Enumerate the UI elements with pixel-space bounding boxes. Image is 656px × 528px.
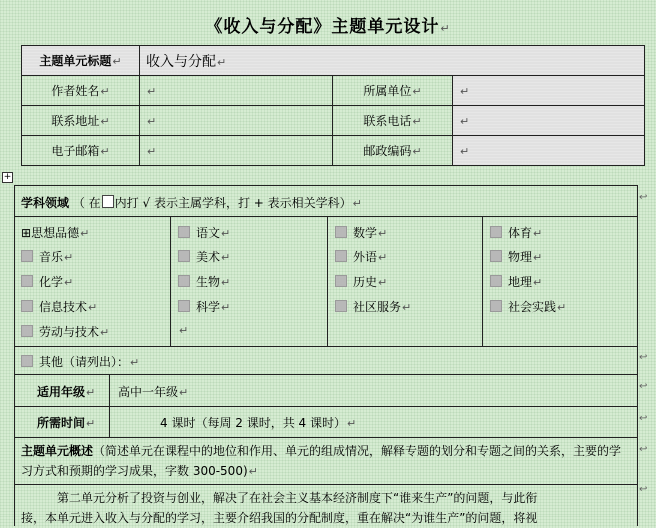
address-label: 联系地址↵: [22, 106, 140, 136]
row-end-mark: ↩: [639, 413, 648, 424]
address-field[interactable]: ↵: [140, 106, 333, 136]
row-end-mark: ↩: [639, 444, 648, 455]
phone-field[interactable]: ↵: [453, 106, 645, 136]
subject-checkbox-music[interactable]: 音乐↵: [21, 248, 73, 265]
subject-checkbox-biology[interactable]: 生物↵: [178, 273, 230, 290]
subject-checkbox-ideology[interactable]: ⊞思想品德↵: [21, 226, 90, 240]
subject-checkbox-science[interactable]: 科学↵: [178, 298, 230, 315]
zip-label: 邮政编码↵: [333, 136, 453, 166]
divider: [15, 216, 637, 217]
subject-checkbox-chinese[interactable]: 语文↵: [178, 224, 230, 241]
subject-checkbox-math[interactable]: 数学↵: [335, 224, 387, 241]
time-label: 所需时间↵: [37, 416, 96, 430]
subject-checkbox-community[interactable]: 社区服务↵: [335, 298, 411, 315]
subject-checkbox-physics[interactable]: 物理↵: [490, 248, 542, 265]
subject-checkbox-pe[interactable]: 体育↵: [490, 224, 542, 241]
divider: [170, 216, 171, 346]
subject-checkbox-other[interactable]: 其他（请列出）：↵: [21, 353, 139, 370]
subject-heading: 学科领域 （ 在 内打 √ 表示主属学科，打 + 表示相关学科）↵: [21, 196, 362, 210]
divider: [15, 484, 637, 485]
table-move-handle-icon[interactable]: +: [3, 172, 12, 182]
row-end-mark: ↩: [639, 192, 648, 203]
subject-checkbox-foreign-language[interactable]: 外语↵: [335, 248, 387, 265]
subject-checkbox-geography[interactable]: 地理↵: [490, 273, 542, 290]
row-end-mark: ↩: [639, 484, 648, 495]
time-value[interactable]: 4 课时（每周 2 课时，共 4 课时）↵: [160, 416, 357, 430]
email-field[interactable]: ↵: [140, 136, 333, 166]
subject-checkbox-chemistry[interactable]: 化学↵: [21, 273, 73, 290]
grade-value[interactable]: 高中一年级↵: [118, 385, 189, 399]
subject-checkbox-labor[interactable]: 劳动与技术↵: [21, 323, 109, 340]
subject-checkbox-art[interactable]: 美术↵: [178, 248, 230, 265]
author-field[interactable]: ↵: [140, 76, 333, 106]
divider: [109, 374, 110, 437]
paragraph-mark: ↵: [179, 324, 189, 337]
overview-description: 主题单元概述（简述单元在课程中的地位和作用、单元的组成情况，解释专题的划分和专题之间的关系，主要的学 习方式和预期的学习成果，字数 300-500)↵: [21, 444, 622, 478]
checkbox-sample-icon: [102, 195, 114, 208]
unit-field[interactable]: ↵: [453, 76, 645, 106]
unit-label: 所属单位↵: [333, 76, 453, 106]
divider: [15, 346, 637, 347]
subject-form: [14, 185, 638, 526]
divider: [482, 216, 483, 346]
theme-value-field[interactable]: 收入与分配↵: [140, 46, 645, 76]
subject-checkbox-social-practice[interactable]: 社会实践↵: [490, 298, 566, 315]
subject-checkbox-history[interactable]: 历史↵: [335, 273, 387, 290]
divider: [327, 216, 328, 346]
row-end-mark: ↩: [639, 352, 648, 363]
phone-label: 联系电话↵: [333, 106, 453, 136]
divider: [15, 437, 637, 438]
email-label: 电子邮箱↵: [22, 136, 140, 166]
subject-checkbox-it[interactable]: 信息技术↵: [21, 298, 97, 315]
theme-label: 主题单元标题↵: [22, 46, 140, 76]
row-end-mark: ↩: [639, 381, 648, 392]
page-title: 《收入与分配》主题单元设计↵: [205, 17, 451, 37]
author-label: 作者姓名↵: [22, 76, 140, 106]
info-table: [21, 45, 645, 166]
grade-label: 适用年级↵: [37, 385, 96, 399]
zip-field[interactable]: ↵: [453, 136, 645, 166]
overview-body[interactable]: 第二单元分析了投资与创业，解决了在社会主义基本经济制度下“谁来生产”的问题，与此衔 接，本单元进入收入与分配的学习，主要介绍我国的分配制度，重在解决“为谁生产”的问题，将视: [21, 491, 538, 525]
